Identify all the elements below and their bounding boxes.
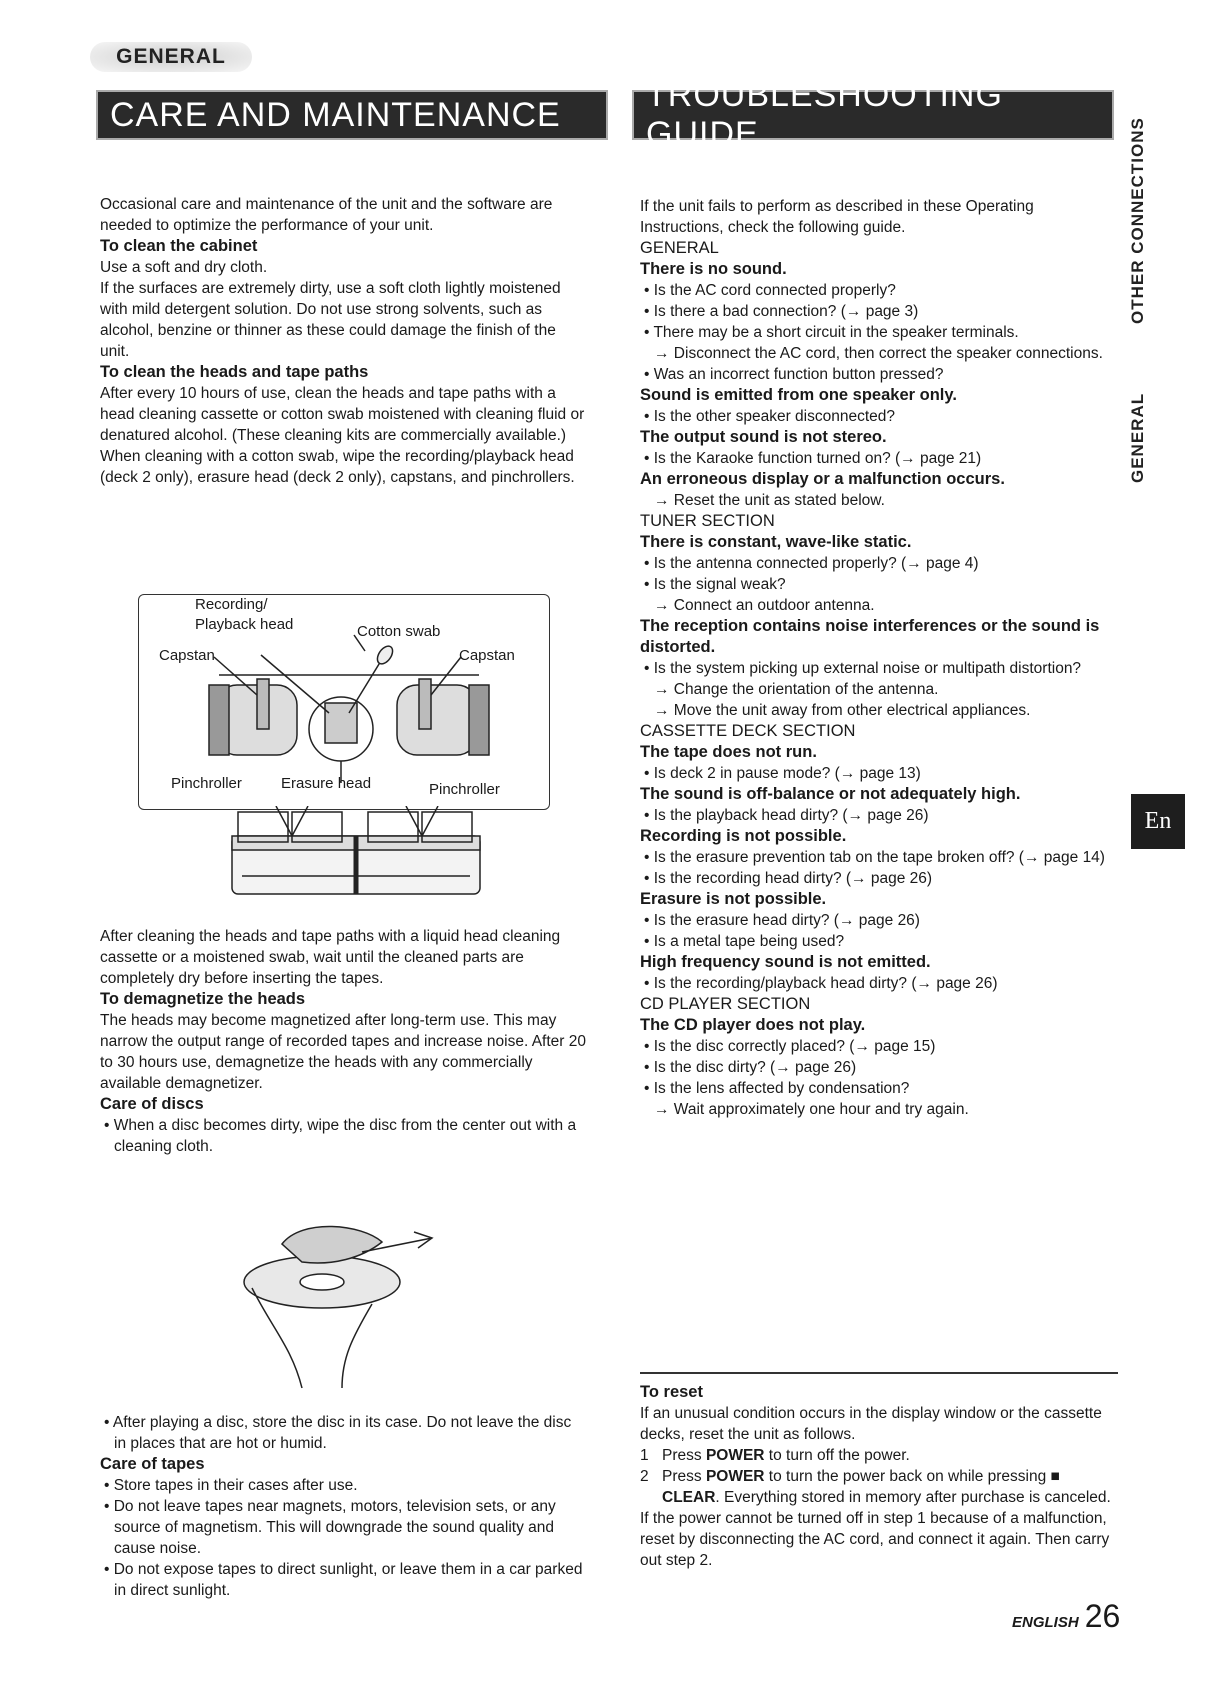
rec-head-line-2: Playback head [195, 616, 294, 633]
general-bullet-6: • Is the Karaoke function turned on? (→ page 21) [644, 450, 982, 467]
tuner-remedy-1: → Connect an outdoor antenna. [654, 597, 875, 614]
general-bullet-3: • There may be a short circuit in the speaker terminals. [644, 324, 1019, 341]
cd-heading: CD PLAYER SECTION [640, 995, 811, 1013]
heads-heading: To clean the heads and tape paths [100, 363, 369, 381]
language-tab: En [1131, 794, 1185, 849]
step-1-post: to turn off the power. [764, 1447, 910, 1464]
general-problem-2: Sound is emitted from one speaker only. [640, 386, 957, 404]
troubleshoot-intro: If the unit fails to perform as described in these Operating Instructions, check the following guide. [640, 198, 1034, 236]
capstan-left-label: Capstan [159, 647, 215, 664]
general-bullet-1: • Is the AC cord connected properly? [644, 282, 896, 299]
discs-bullet-1: • When a disc becomes dirty, wipe the disc from the center out with a cleaning cloth. [104, 1117, 577, 1155]
left-column-bottom [100, 1412, 586, 1601]
cassette-bullet-4: • Is the recording head dirty? (→ page 26) [644, 870, 933, 887]
general-bullet-5: • Is the other speaker disconnected? [644, 408, 895, 425]
cassette-bullet-6: • Is a metal tape being used? [644, 933, 845, 950]
tab-general[interactable]: GENERAL [1128, 392, 1147, 484]
reset-note: If the power cannot be turned off in step 1 because of a malfunction, reset by disconnecting the AC cord, and connect it again. Then carry out step 2. [640, 1510, 1110, 1569]
tuner-bullet-1: • Is the antenna connected properly? (→ page 4) [644, 555, 979, 572]
cd-remedy-1: → Wait approximately one hour and try again. [654, 1101, 969, 1118]
page-footer [1012, 1598, 1120, 1635]
step-2-key: POWER [705, 1468, 765, 1485]
reset-heading: To reset [640, 1383, 703, 1401]
after-cleaning-text: After cleaning the heads and tape paths with a liquid head cleaning cassette or a moistened swab, wait until the cleaned parts are completely dry before inserting the tapes. [100, 928, 561, 987]
step-2-number: 2 [640, 1468, 649, 1485]
capstan-right-label: Capstan [459, 647, 515, 664]
footer-label: ENGLISH [1012, 1614, 1079, 1631]
reset-section [640, 1382, 1120, 1571]
tab-other-connections[interactable]: OTHER CONNECTIONS [1128, 117, 1147, 325]
tapes-bullet-2: • Do not leave tapes near magnets, motors, television sets, or any source of magnetism. This will downgrade the sound quality and cause noise. [104, 1498, 556, 1557]
cassette-bullet-5: • Is the erasure head dirty? (→ page 26) [644, 912, 920, 929]
right-column [640, 196, 1120, 1120]
cotton-swab-label: Cotton swab [357, 623, 441, 640]
cabinet-text-1: Use a soft and dry cloth. [100, 259, 268, 276]
heads-text-1: After every 10 hours of use, clean the heads and tape paths with a head cleaning cassette or cotton swab moistened with cleaning fluid or denatured alcohol. (These cleaning kits are commercially available.) [100, 385, 585, 444]
cassette-problem-2: The sound is off-balance or not adequately high. [640, 785, 1021, 803]
reset-intro: If an unusual condition occurs in the display window or the cassette decks, reset the unit as follows. [640, 1405, 1102, 1443]
tuner-problem-2: The reception contains noise interferences or the sound is distorted. [640, 617, 1100, 656]
cd-bullet-2: • Is the disc dirty? (→ page 26) [644, 1059, 857, 1076]
left-column-lower [100, 926, 586, 1157]
heads-text-2: When cleaning with a cotton swab, wipe the recording/playback head (deck 2 only), erasure head (deck 2 only), capstans, and pinchrollers. [100, 448, 575, 486]
general-remedy-2: → Reset the unit as stated below. [654, 492, 885, 509]
tapes-bullet-3: • Do not expose tapes to direct sunlight, or leave them in a car parked in direct sunlight. [104, 1561, 583, 1599]
pinchroller-right-label: Pinchroller [429, 781, 500, 798]
general-problem-1: There is no sound. [640, 260, 787, 278]
demagnetize-text: The heads may become magnetized after long-term use. This may narrow the output range of recorded tapes and increase noise. After 20 to 30 hours use, demagnetize the heads with any commercially available demagnetizer. [100, 1012, 586, 1092]
step-1-key: POWER [705, 1447, 765, 1464]
demagnetize-heading: To demagnetize the heads [100, 990, 306, 1008]
step-2-post: . Everything stored in memory after purchase is canceled. [715, 1489, 1111, 1506]
tuner-bullet-3: • Is the system picking up external noise or multipath distortion? [644, 660, 1082, 677]
cassette-problem-5: High frequency sound is not emitted. [640, 953, 931, 971]
tuner-bullet-2: • Is the signal weak? [644, 576, 786, 593]
step-2-pre: Press [662, 1468, 706, 1485]
section-tag: GENERAL [90, 42, 252, 72]
cassette-bullet-2: • Is the playback head dirty? (→ page 26) [644, 807, 929, 824]
tapes-bullet-1: • Store tapes in their cases after use. [104, 1477, 358, 1494]
pinchroller-left-label: Pinchroller [171, 775, 242, 792]
cassette-deck-drawing [228, 806, 484, 898]
erasure-head-label: Erasure head [281, 775, 372, 792]
cassette-problem-1: The tape does not run. [640, 743, 817, 761]
reset-divider [640, 1372, 1118, 1374]
general-heading: GENERAL [640, 239, 719, 257]
cassette-bullet-7: • Is the recording/playback head dirty? (→ page 26) [644, 975, 998, 992]
cd-bullet-1: • Is the disc correctly placed? (→ page 15) [644, 1038, 936, 1055]
general-bullet-2: • Is there a bad connection? (→ page 3) [644, 303, 919, 320]
step-2-mid: to turn the power back on while pressing ■ [764, 1468, 1060, 1485]
step-2-key2: CLEAR [662, 1489, 716, 1506]
cassette-bullet-3: • Is the erasure prevention tab on the tape broken off? (→ page 14) [644, 849, 1105, 866]
left-column [100, 194, 586, 488]
care-intro: Occasional care and maintenance of the unit and the software are needed to optimize the performance of your unit. [100, 196, 553, 234]
cassette-problem-3: Recording is not possible. [640, 827, 847, 845]
disc-cleaning-drawing [242, 1218, 442, 1390]
reset-step-1 [640, 1445, 1120, 1466]
general-bullet-4: • Was an incorrect function button pressed? [644, 366, 944, 383]
cd-problem-1: The CD player does not play. [640, 1016, 866, 1034]
cassette-heading: CASSETTE DECK SECTION [640, 722, 856, 740]
discs-heading: Care of discs [100, 1095, 204, 1113]
cabinet-text-2: If the surfaces are extremely dirty, use a soft cloth lightly moistened with mild detergent solution. Do not use strong solvents, such as alcohol, benzine or thinner as these could damage the finish of the unit. [100, 280, 561, 360]
step-1-number: 1 [640, 1447, 649, 1464]
page-number: 26 [1084, 1598, 1121, 1634]
cd-bullet-3: • Is the lens affected by condensation? [644, 1080, 910, 1097]
tuner-heading: TUNER SECTION [640, 512, 775, 530]
troubleshooting-title: TROUBLESHOOTING GUIDE [632, 90, 1114, 140]
cabinet-heading: To clean the cabinet [100, 237, 258, 255]
cassette-problem-4: Erasure is not possible. [640, 890, 827, 908]
tuner-remedy-3: → Move the unit away from other electrical appliances. [654, 702, 1031, 719]
rec-head-label [195, 595, 293, 635]
rec-head-line-1: Recording/ [195, 596, 268, 613]
general-remedy-1: → Disconnect the AC cord, then correct the speaker connections. [654, 345, 1103, 362]
tapes-heading: Care of tapes [100, 1455, 205, 1473]
tuner-remedy-2: → Change the orientation of the antenna. [654, 681, 939, 698]
care-maintenance-title: CARE AND MAINTENANCE [96, 90, 608, 140]
discs-bullet-2: • After playing a disc, store the disc in its case. Do not leave the disc in places that are hot or humid. [104, 1414, 572, 1452]
general-problem-3: The output sound is not stereo. [640, 428, 887, 446]
cassette-bullet-1: • Is deck 2 in pause mode? (→ page 13) [644, 765, 921, 782]
tape-heads-figure [138, 594, 550, 810]
step-1-pre: Press [662, 1447, 706, 1464]
general-problem-4: An erroneous display or a malfunction occurs. [640, 470, 1005, 488]
tuner-problem-1: There is constant, wave-like static. [640, 533, 912, 551]
reset-step-2 [640, 1466, 1120, 1508]
